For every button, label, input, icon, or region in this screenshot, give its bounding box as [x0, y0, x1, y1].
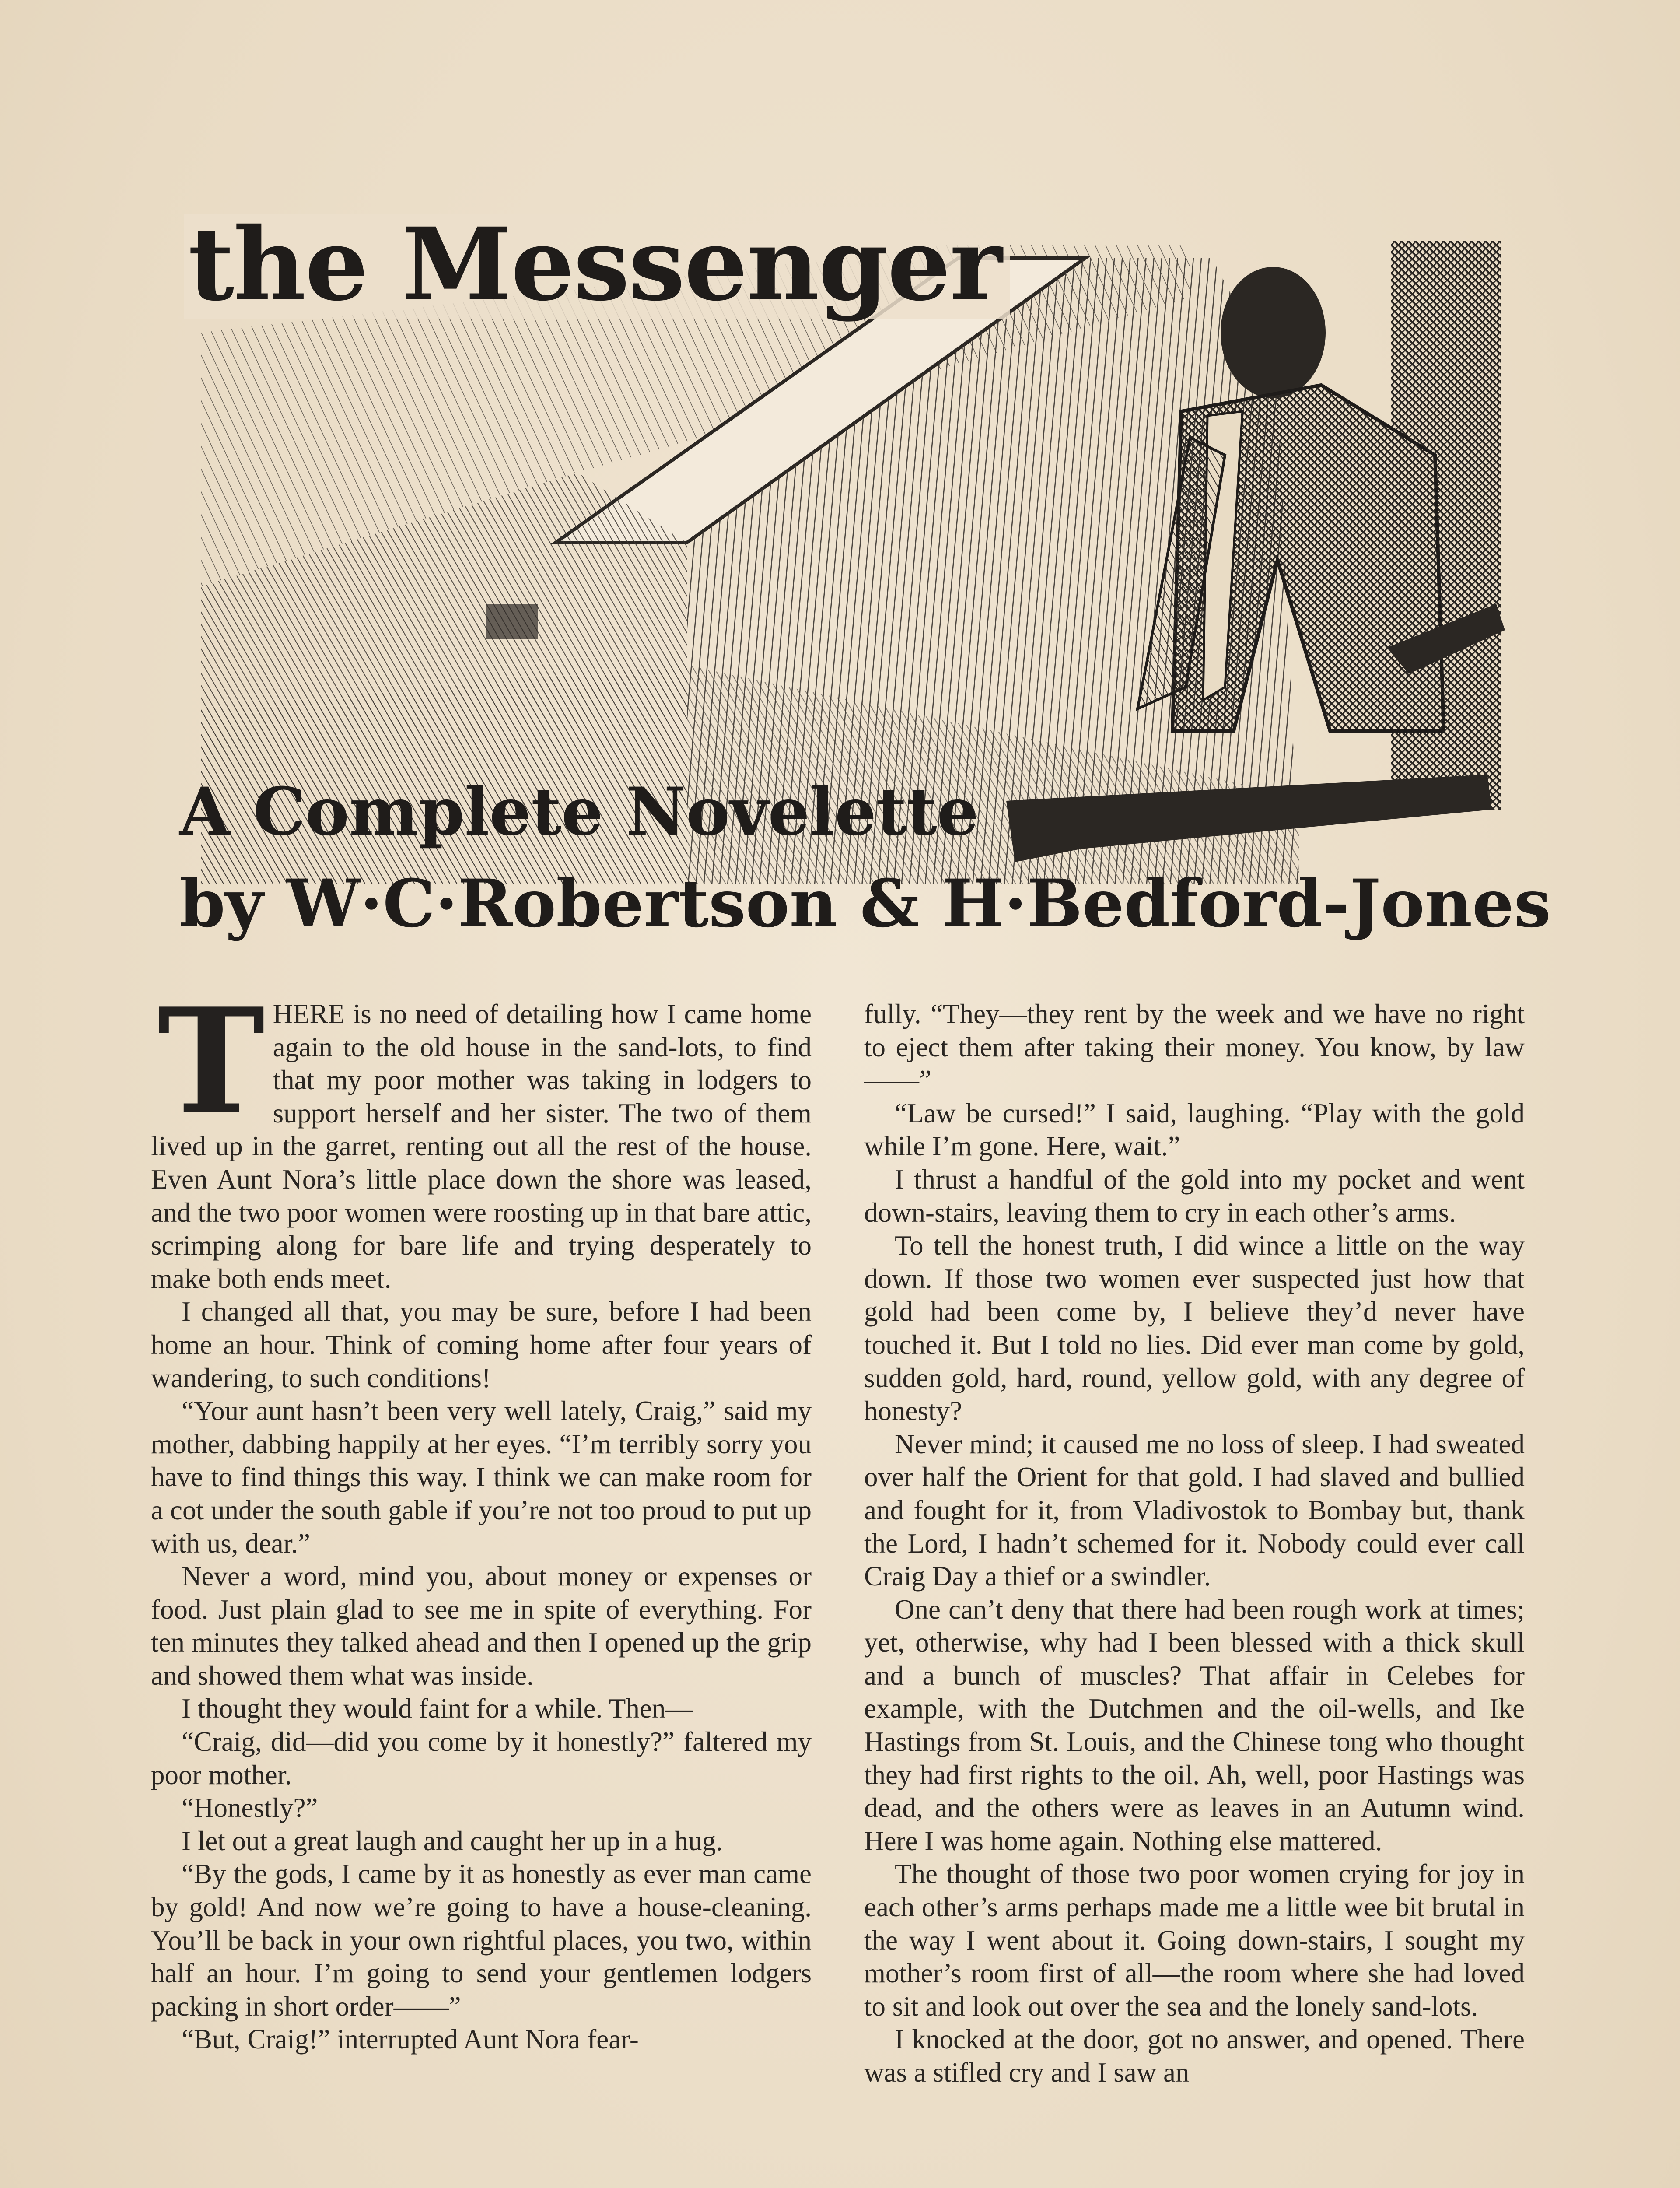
- paragraph: I let out a great laugh and caught her up in a hug.: [182, 1825, 723, 1856]
- paragraph: To tell the honest truth, I did wince a little on the way down. If those two women ever suspected just how that gold had been come by, I believe they’d never have touched it. But I told no lies. Did ever man come by gold, sudden gold, hard, round, yellow gold, with any degree of honesty?: [864, 1230, 1525, 1427]
- paragraph: The thought of those two poor women crying for joy in each other’s arms perhaps made me a little wee bit brutal in the way I went about it. Going down-stairs, I sought my mother’s room first of all—the room where she had loved to sit and look out over the sea and the lonely sand-lots.: [864, 1858, 1525, 2022]
- paragraph: “By the gods, I came by it as honestly as ever man came by gold! And now we’re going to have a house-cleaning. You’ll be back in your own rightful places, you two, within half an hour. I’m going to send your gentlemen lodgers packing in short order——”: [151, 1858, 812, 2022]
- paragraph: “Craig, did—did you come by it honestly?” faltered my poor mother.: [151, 1726, 812, 1790]
- paragraph: “But, Craig!” interrupted Aunt Nora fear-: [182, 2024, 639, 2055]
- paragraph: “Your aunt hasn’t been very well lately, Craig,” said my mother, dabbing happily at her eyes. “I’m terribly sorry you have to find things this way. I think we can make room for a cot under the south gable if you’re not too proud to put up with us, dear.”: [151, 1396, 812, 1559]
- text-column-left: [151, 976, 812, 2056]
- paragraph: I knocked at the door, got no answer, and opened. There was a stifled cry and I saw an: [864, 2024, 1525, 2088]
- paragraph: Never mind; it caused me no loss of sleep. I had sweated over half the Orient for that gold. I had slaved and bullied and fought for it, from Vladivostok to Bombay but, thank the Lord, I hadn’t schemed for it. Nobody could ever call Craig Day a thief or a swindler.: [864, 1428, 1525, 1592]
- paragraph: THERE is no need of detailing how I came home again to the old house in the sand-lots, to find that my poor mother was taking in lodgers to support herself and her sister. The two of them lived up in the garret, renting out all the rest of the house. Even Aunt Nora’s little place down the shore was leased, and the two poor women were roosting up in that bare attic, scrimping along for bare life and trying desperately to make both ends meet.: [151, 976, 812, 1294]
- paragraph: fully. “They—they rent by the week and we have no right to eject them after taking their money. You know, by law——”: [864, 999, 1525, 1096]
- story-subtitle: A Complete Novelette: [179, 773, 979, 850]
- paragraph: I thought they would faint for a while. Then—: [182, 1693, 693, 1724]
- story-byline: by W·C·Robertson & H·Bedford-Jones: [179, 865, 1551, 942]
- paragraph: “Honestly?”: [182, 1792, 318, 1823]
- paragraph: I thrust a handful of the gold into my pocket and went down-stairs, leaving them to cry in each other’s arms.: [864, 1164, 1525, 1228]
- paragraph: I changed all that, you may be sure, before I had been home an hour. Think of coming home after four years of wandering, to such conditions!: [151, 1296, 812, 1393]
- text-column-right: [864, 998, 1525, 2090]
- paragraph: One can’t deny that there had been rough work at times; yet, otherwise, why had I been blessed with a thick skull and a bunch of muscles? That affair in Celebes for example, with the Dutchmen and the oil-wells, and Ike Hastings from St. Louis, and the Chinese tong who thought they had first rights to the oil. Ah, well, poor Hastings was dead, and the others were as leaves in an Autumn wind. Here I was home again. Nothing else mattered.: [864, 1594, 1525, 1856]
- paragraph: “Law be cursed!” I said, laughing. “Play with the gold while I’m gone. Here, wait.”: [864, 1098, 1525, 1162]
- drop-cap: T: [158, 976, 265, 1146]
- paragraph: Never a word, mind you, about money or expenses or food. Just plain glad to see me in spite of everything. For ten minutes they talked ahead and then I opened up the grip and showed them what was inside.: [151, 1561, 812, 1691]
- story-title: the Messenger: [184, 214, 1010, 319]
